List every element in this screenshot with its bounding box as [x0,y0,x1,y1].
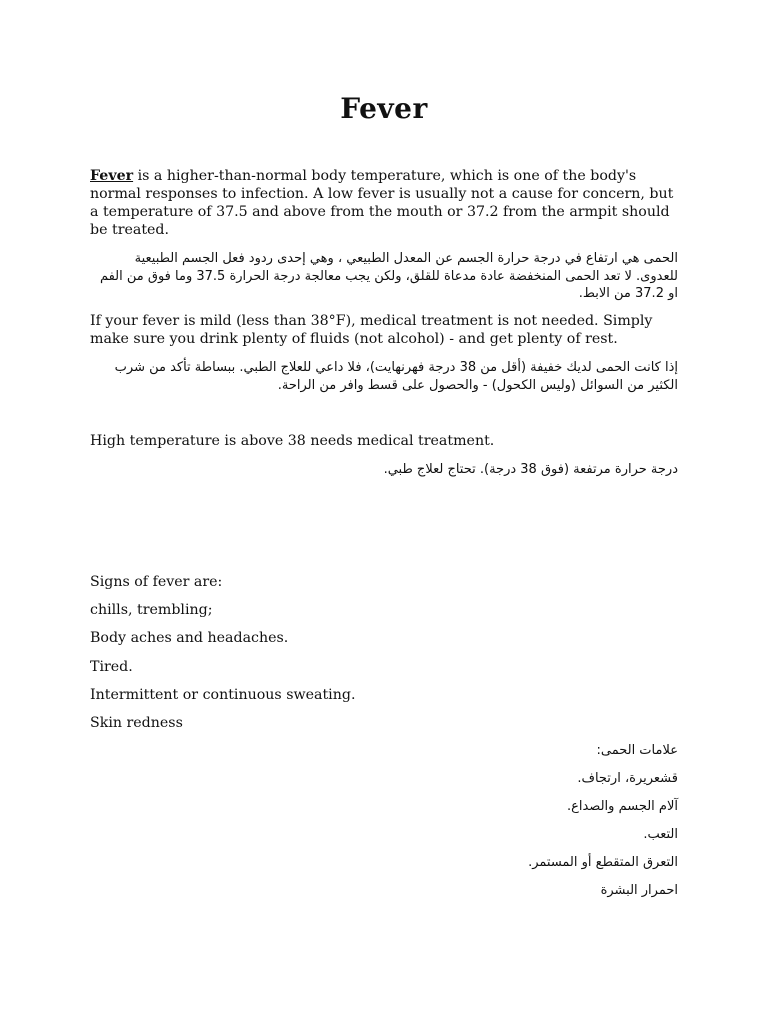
mild-fever-paragraph: If your fever is mild (less than 38°F), medical treatment is not needed. Simply make sure you drink plenty of fluids (not alcohol) - and get plenty of rest. [90,313,653,347]
signs-heading-arabic: علامات الحمى: [596,743,678,758]
sign-item-arabic: آلام الجسم والصداع. [566,799,678,814]
sign-item: Skin redness [90,715,183,731]
page-title: Fever [340,92,428,125]
intro-text: is a higher-than-normal body temperature, which is one of the body's normal responses to infection. A low fever is usually not a cause for concern, but a temperature of 37.5 and above from the mouth or 37.2 from the armpit should be treated. [90,168,674,238]
sign-item: Tired. [90,659,133,675]
sign-item-arabic: احمرار البشرة [600,883,678,898]
intro-paragraph-arabic: الحمى هي ارتفاع في درجة حرارة الجسم عن المعدل الطبيعي ، وهي إحدى ردود فعل الجسم الطبيعية للعدوى. لا تعد الحمى المنخفضة عادة مدعاة للقلق، ولكن يجب معالجة درجة الحرارة 37.5 وما فوق من الفم او 37.2 من الابط. [99,251,678,301]
mild-fever-paragraph-arabic: إذا كانت الحمى لديك خفيفة (أقل من 38 درجة فهرنهايت)، فلا داعي للعلاج الطبي. ببساطة تأكد من شرب الكثير من السوائل (وليس الكحول) - والحصول على قسط وافر من الراحة. [114,360,678,393]
signs-heading: Signs of fever are: [90,574,223,590]
high-temperature-paragraph: High temperature is above 38 needs medical treatment. [90,433,495,449]
sign-item-arabic: التعرق المتقطع أو المستمر. [528,855,678,870]
sign-item: Intermittent or continuous sweating. [90,687,356,703]
sign-item-arabic: قشعريرة، ارتجاف. [577,771,678,786]
intro-term: Fever [90,168,134,184]
high-temperature-paragraph-arabic: درجة حرارة مرتفعة (فوق 38 درجة). تحتاج لعلاج طبي. [383,462,678,477]
sign-item-arabic: التعب. [643,827,678,842]
sign-item: chills, trembling; [90,602,213,618]
intro-paragraph [90,167,678,239]
sign-item: Body aches and headaches. [90,630,289,646]
